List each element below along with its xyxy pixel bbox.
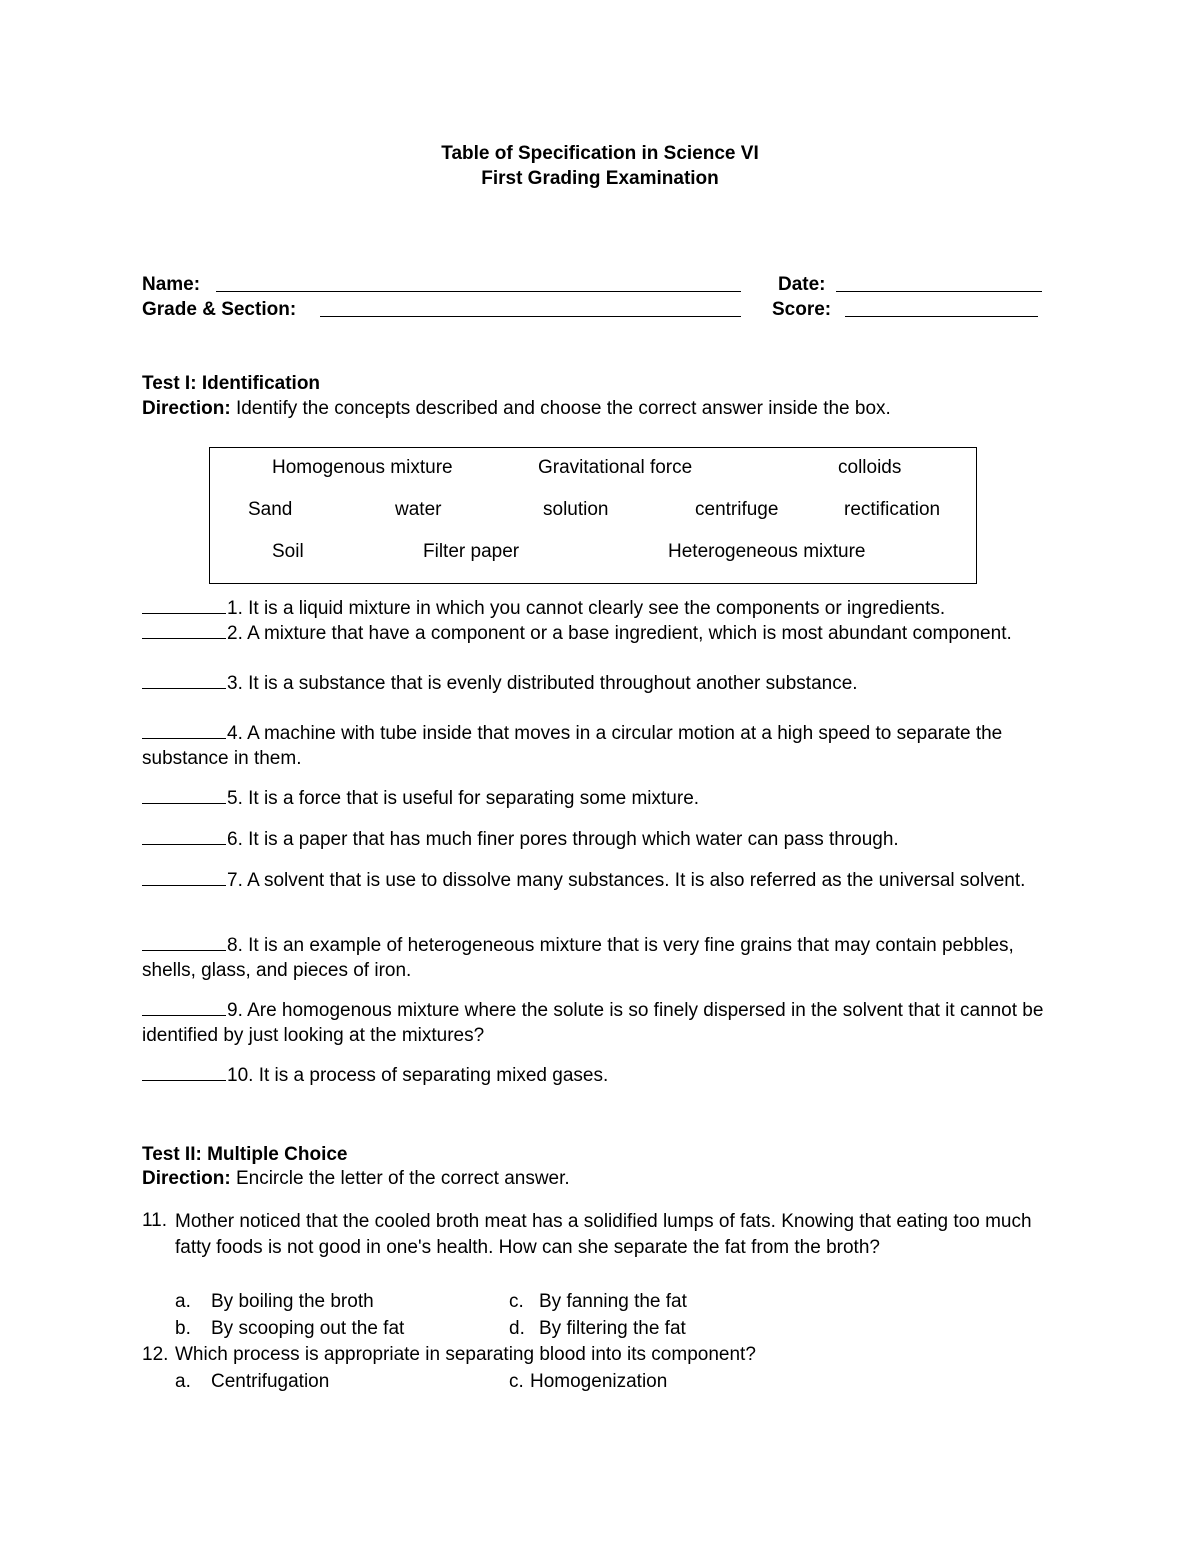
- option-text: Homogenization: [530, 1371, 668, 1392]
- page-subtitle: First Grading Examination: [481, 168, 719, 189]
- test1-direction-text: Identify the concepts described and choose the correct answer inside the box.: [230, 398, 891, 419]
- score-label: Score:: [772, 299, 832, 320]
- choice-sand: Sand: [248, 499, 293, 520]
- grade-section-field[interactable]: [320, 298, 741, 324]
- identification-item-9: 9. Are homogenous mixture where the solute is so finely dispersed in the solvent that it cannot be identified by just looking at the mixtures?: [142, 997, 1062, 1048]
- identification-item-1: 1. It is a liquid mixture in which you cannot clearly see the components or ingredients.: [142, 595, 1062, 621]
- score-field[interactable]: [845, 298, 1038, 324]
- identification-item-8: 8. It is an example of heterogeneous mixture that is very fine grains that may contain pebbles, shells, glass, and pieces of iron.: [142, 932, 1062, 983]
- date-field[interactable]: [836, 273, 1042, 299]
- answer-blank[interactable]: [142, 720, 226, 739]
- option-letter[interactable]: a.: [175, 1291, 191, 1312]
- test1-heading: Test I: Identification: [142, 373, 321, 394]
- identification-item-2: 2. A mixture that have a component or a base ingredient, which is most abundant component.: [142, 620, 1062, 646]
- answer-blank[interactable]: [142, 997, 226, 1016]
- question-text: Mother noticed that the cooled broth meat has a solidified lumps of fats. Knowing that eating too much fatty foods is not good in one's health. How can she separate the fat from the broth?: [175, 1211, 1032, 1258]
- option-letter[interactable]: a.: [175, 1371, 191, 1392]
- choice-water: water: [395, 499, 442, 520]
- option-letter[interactable]: c.: [509, 1291, 524, 1312]
- question-text: Which process is appropriate in separating blood into its component?: [175, 1344, 756, 1365]
- option-letter[interactable]: c.: [509, 1371, 524, 1392]
- grade-section-label: Grade & Section:: [142, 299, 297, 320]
- choice-soil: Soil: [272, 541, 304, 562]
- page-title: Table of Specification in Science VI: [441, 143, 759, 164]
- identification-item-4: 4. A machine with tube inside that moves in a circular motion at a high speed to separate the substance in them.: [142, 720, 1062, 771]
- question-number: 11.: [142, 1210, 168, 1231]
- answer-blank[interactable]: [142, 867, 226, 886]
- answer-blank[interactable]: [142, 1062, 226, 1081]
- test2-direction-label: Direction:: [142, 1168, 231, 1189]
- choice-solution: solution: [543, 499, 609, 520]
- answer-blank[interactable]: [142, 670, 226, 689]
- question-number: 12.: [142, 1344, 169, 1365]
- test1-direction-label: Direction:: [142, 398, 231, 419]
- date-label: Date:: [778, 274, 826, 295]
- answer-blank[interactable]: [142, 785, 226, 804]
- choice-heterogeneous-mixture: Heterogeneous mixture: [668, 541, 866, 562]
- answer-blank[interactable]: [142, 620, 226, 639]
- identification-item-5: 5. It is a force that is useful for separating some mixture.: [142, 785, 1062, 811]
- identification-item-7: 7. A solvent that is use to dissolve many substances. It is also referred as the universal solvent.: [142, 867, 1062, 893]
- option-text: By scooping out the fat: [211, 1318, 405, 1339]
- answer-blank[interactable]: [142, 595, 226, 614]
- test2-direction: [142, 1167, 570, 1191]
- option-text: By filtering the fat: [539, 1318, 686, 1339]
- identification-item-10: 10. It is a process of separating mixed gases.: [142, 1062, 1062, 1088]
- choice-centrifuge: centrifuge: [695, 499, 779, 520]
- identification-item-6: 6. It is a paper that has much finer pores through which water can pass through.: [142, 826, 1062, 852]
- choice-filter-paper: Filter paper: [423, 541, 520, 562]
- name-label: Name:: [142, 274, 201, 295]
- name-field[interactable]: [216, 273, 741, 299]
- option-text: By fanning the fat: [539, 1291, 687, 1312]
- answer-choice-box: [209, 447, 977, 584]
- test2-direction-text: Encircle the letter of the correct answer.: [230, 1168, 570, 1189]
- option-text: By boiling the broth: [211, 1291, 374, 1312]
- option-letter[interactable]: b.: [175, 1318, 191, 1339]
- test2-heading: Test II: Multiple Choice: [142, 1144, 348, 1165]
- identification-item-3: 3. It is a substance that is evenly distributed throughout another substance.: [142, 670, 1062, 696]
- option-letter[interactable]: d.: [509, 1318, 525, 1339]
- choice-rectification: rectification: [844, 499, 941, 520]
- answer-blank[interactable]: [142, 826, 226, 845]
- choice-gravitational-force: Gravitational force: [538, 457, 693, 478]
- choice-colloids: colloids: [838, 457, 902, 478]
- option-text: Centrifugation: [211, 1371, 330, 1392]
- test1-direction: [142, 397, 891, 421]
- choice-homogenous-mixture: Homogenous mixture: [272, 457, 453, 478]
- answer-blank[interactable]: [142, 932, 226, 951]
